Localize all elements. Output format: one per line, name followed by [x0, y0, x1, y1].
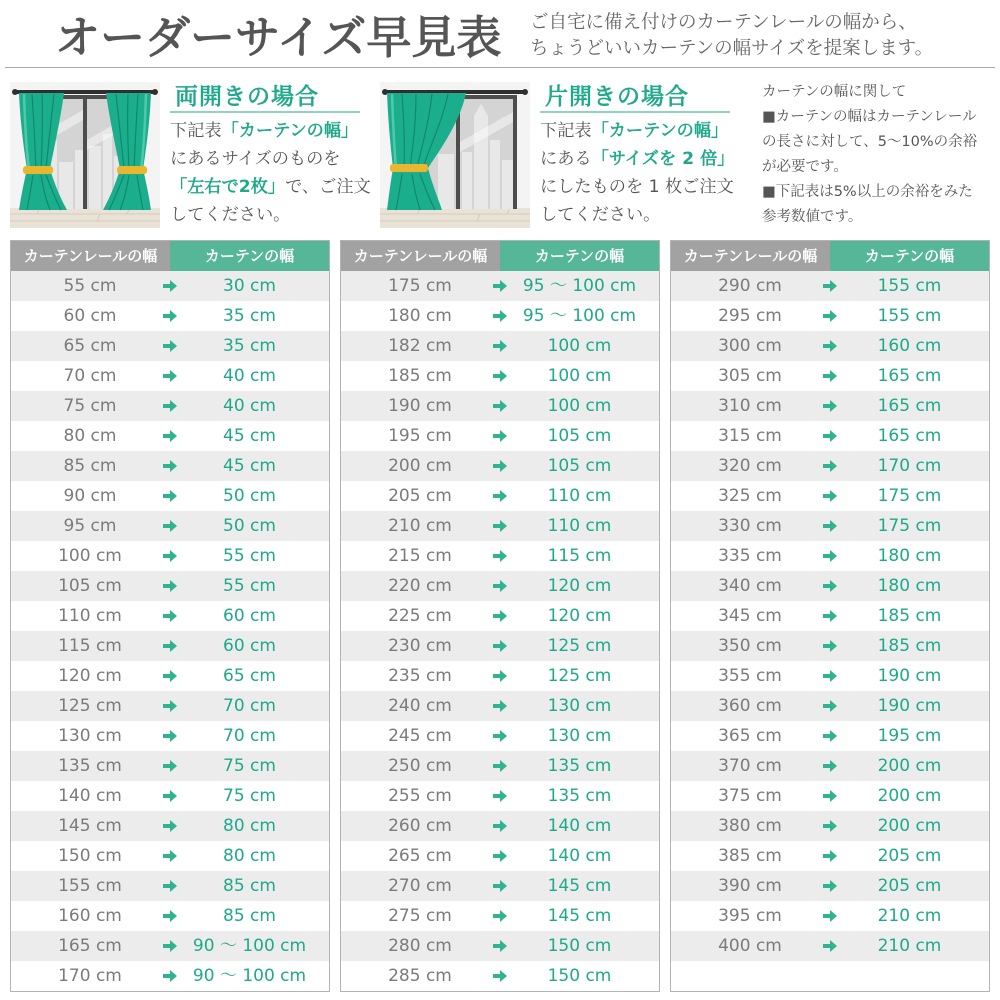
table-row	[11, 901, 329, 931]
notes-line: 参考数値です。	[762, 209, 863, 225]
table-row	[341, 301, 659, 331]
size-table-2	[340, 240, 660, 992]
table-row	[671, 481, 989, 511]
single-open-instructions	[540, 117, 734, 229]
table-row	[341, 841, 659, 871]
rail-width-value: 265 cm	[388, 846, 452, 866]
curtain-width-value: 90 ～ 100 cm	[192, 936, 307, 956]
table-row	[341, 751, 659, 781]
table-row	[671, 841, 989, 871]
rail-width-value: 400 cm	[718, 936, 782, 956]
curtain-width-value: 195 cm	[877, 726, 942, 746]
rail-width-value: 210 cm	[388, 516, 452, 536]
table-row	[11, 331, 329, 361]
rail-width-value: 295 cm	[718, 306, 782, 326]
notes-line: ■下記表は5%以上の余裕をみた	[762, 184, 973, 200]
rail-width-value: 325 cm	[718, 486, 782, 506]
rail-width-value: 220 cm	[388, 576, 452, 596]
table-row	[671, 631, 989, 661]
table-header	[11, 241, 329, 271]
size-table-3	[670, 240, 990, 992]
table-row	[671, 421, 989, 451]
rail-width-value: 270 cm	[388, 876, 452, 896]
curtain-width-value: 190 cm	[877, 666, 942, 686]
rail-width-value: 80 cm	[63, 426, 117, 446]
curtain-width-value: 180 cm	[877, 576, 942, 596]
rail-width-value: 335 cm	[718, 546, 782, 566]
table-row	[11, 691, 329, 721]
curtain-width-value: 130 cm	[547, 696, 612, 716]
curtain-width-value: 80 cm	[223, 846, 276, 866]
page-subtitle	[530, 10, 933, 62]
table-row	[11, 961, 329, 991]
curtain-width-value: 180 cm	[877, 546, 942, 566]
rail-width-value: 170 cm	[58, 966, 122, 986]
rail-width-value: 185 cm	[388, 366, 452, 386]
table-header	[671, 241, 989, 271]
table-row	[11, 811, 329, 841]
table-row	[341, 811, 659, 841]
curtain-width-value: 100 cm	[547, 396, 612, 416]
table-row	[671, 301, 989, 331]
rail-width-value: 245 cm	[388, 726, 452, 746]
curtain-width-header: カーテンの幅	[830, 241, 989, 271]
table-row	[11, 541, 329, 571]
table-row	[671, 391, 989, 421]
rail-width-value: 355 cm	[718, 666, 782, 686]
rail-width-value: 235 cm	[388, 666, 452, 686]
table-row	[341, 361, 659, 391]
table-row	[671, 331, 989, 361]
instruction-line	[170, 173, 371, 201]
single-curtain-svg	[380, 82, 530, 228]
curtain-width-value: 125 cm	[547, 636, 612, 656]
table-row	[671, 931, 989, 961]
double-curtain-illustration	[10, 82, 160, 228]
curtain-width-value: 200 cm	[877, 786, 942, 806]
rail-width-value: 145 cm	[58, 816, 122, 836]
table-row	[341, 961, 659, 991]
instruction-highlight: 「サイズを 2 倍」	[591, 149, 735, 169]
rail-width-value: 182 cm	[388, 336, 452, 356]
curtain-width-value: 60 cm	[223, 606, 276, 626]
curtain-width-value: 165 cm	[877, 366, 942, 386]
page-title: オーダーサイズ早見表	[55, 11, 502, 64]
notes-line: が必要です。	[762, 159, 848, 175]
curtain-width-value: 175 cm	[877, 486, 942, 506]
curtain-width-value: 75 cm	[223, 756, 276, 776]
rail-width-value: 90 cm	[63, 486, 117, 506]
rail-width-value: 250 cm	[388, 756, 452, 776]
table-header	[341, 241, 659, 271]
curtain-width-value: 155 cm	[877, 276, 942, 296]
rail-width-value: 135 cm	[58, 756, 122, 776]
rail-width-value: 115 cm	[58, 636, 122, 656]
rail-width-value: 315 cm	[718, 426, 782, 446]
rail-width-value: 75 cm	[63, 396, 117, 416]
rail-width-value: 70 cm	[63, 366, 117, 386]
rail-width-value: 100 cm	[58, 546, 122, 566]
curtain-width-value: 155 cm	[877, 306, 942, 326]
table-row	[341, 271, 659, 301]
table-row	[671, 451, 989, 481]
curtain-width-value: 45 cm	[223, 426, 276, 446]
rail-width-value: 55 cm	[63, 276, 117, 296]
curtain-width-value: 55 cm	[223, 576, 276, 596]
table-row	[11, 841, 329, 871]
table-row	[11, 571, 329, 601]
rail-width-value: 140 cm	[58, 786, 122, 806]
instruction-line: してください。	[540, 205, 661, 225]
double-open-heading: 両開きの場合	[175, 84, 319, 110]
rail-width-value: 365 cm	[718, 726, 782, 746]
rail-width-value: 280 cm	[388, 936, 452, 956]
rail-width-value: 380 cm	[718, 816, 782, 836]
curtain-width-value: 165 cm	[877, 396, 942, 416]
curtain-width-value: 105 cm	[547, 426, 612, 446]
rail-width-value: 175 cm	[388, 276, 452, 296]
curtain-width-value: 80 cm	[223, 816, 276, 836]
rail-width-value: 390 cm	[718, 876, 782, 896]
single-open-heading: 片開きの場合	[545, 84, 689, 110]
curtain-width-value: 165 cm	[877, 426, 942, 446]
table-body	[11, 271, 329, 991]
rail-width-value: 275 cm	[388, 906, 452, 926]
rail-width-value: 215 cm	[388, 546, 452, 566]
floor	[380, 208, 530, 228]
table-row	[341, 541, 659, 571]
instruction-line: にしたものを 1 枚ご注文	[540, 177, 734, 197]
table-row	[671, 511, 989, 541]
curtain-width-value: 120 cm	[547, 576, 612, 596]
table-row	[11, 661, 329, 691]
curtain-width-value: 205 cm	[877, 846, 942, 866]
curtain-width-value: 45 cm	[223, 456, 276, 476]
curtain-width-value: 125 cm	[547, 666, 612, 686]
curtain-width-value: 40 cm	[223, 366, 276, 386]
table-row	[671, 271, 989, 301]
header-divider	[5, 67, 995, 68]
rail-width-value: 230 cm	[388, 636, 452, 656]
subtitle-line-1: ご自宅に備え付けのカーテンレールの幅から、	[530, 12, 917, 33]
table-row	[11, 781, 329, 811]
curtain-width-value: 70 cm	[223, 726, 276, 746]
table-row	[341, 571, 659, 601]
instruction-text: で、ご注文	[285, 177, 371, 197]
curtain-width-value: 100 cm	[547, 336, 612, 356]
instruction-highlight: 「カーテンの幅」	[221, 121, 359, 141]
table-body	[341, 271, 659, 991]
curtain-width-value: 210 cm	[877, 936, 942, 956]
curtain-width-value: 95 ～ 100 cm	[522, 306, 637, 326]
table-row	[671, 661, 989, 691]
table-row	[341, 721, 659, 751]
table-row	[11, 481, 329, 511]
curtain-width-value: 50 cm	[223, 516, 276, 536]
curtain-width-value: 110 cm	[547, 516, 612, 536]
curtain-width-value: 170 cm	[877, 456, 942, 476]
rail-width-value: 125 cm	[58, 696, 122, 716]
table-row	[341, 391, 659, 421]
table-row	[341, 631, 659, 661]
rail-width-value: 330 cm	[718, 516, 782, 536]
instruction-highlight: 「カーテンの幅」	[591, 121, 729, 141]
rail-width-value: 105 cm	[58, 576, 122, 596]
rail-width-value: 260 cm	[388, 816, 452, 836]
rail-width-value: 150 cm	[58, 846, 122, 866]
rail-width-value: 200 cm	[388, 456, 452, 476]
curtain-width-value: 185 cm	[877, 636, 942, 656]
instruction-line	[540, 145, 734, 173]
table-row	[671, 811, 989, 841]
rail-width-header: カーテンレールの幅	[341, 241, 500, 271]
single-open-underline	[540, 111, 730, 113]
table-row	[671, 571, 989, 601]
curtain-width-value: 65 cm	[223, 666, 276, 686]
table-row	[341, 691, 659, 721]
rail-width-value: 350 cm	[718, 636, 782, 656]
rail-width-value: 240 cm	[388, 696, 452, 716]
instruction-line: してください。	[170, 205, 291, 225]
curtain-width-value: 145 cm	[547, 876, 612, 896]
rail-width-value: 195 cm	[388, 426, 452, 446]
table-body	[671, 271, 989, 961]
table-row	[341, 331, 659, 361]
rail-width-header: カーテンレールの幅	[11, 241, 170, 271]
table-row	[671, 751, 989, 781]
table-row	[11, 721, 329, 751]
curtain-width-value: 60 cm	[223, 636, 276, 656]
rail-width-value: 290 cm	[718, 276, 782, 296]
table-row	[11, 361, 329, 391]
rail-width-value: 310 cm	[718, 396, 782, 416]
curtain-width-value: 75 cm	[223, 786, 276, 806]
double-open-underline	[170, 111, 360, 113]
table-row	[11, 301, 329, 331]
curtain-width-value: 140 cm	[547, 846, 612, 866]
subtitle-line-2: ちょうどいいカーテンの幅サイズを提案します。	[530, 38, 934, 59]
rail-width-value: 120 cm	[58, 666, 122, 686]
rail-width-value: 395 cm	[718, 906, 782, 926]
rail-width-value: 285 cm	[388, 966, 452, 986]
curtain-width-value: 205 cm	[877, 876, 942, 896]
table-row	[671, 721, 989, 751]
rail-width-value: 225 cm	[388, 606, 452, 626]
curtain-width-value: 200 cm	[877, 756, 942, 776]
curtain-width-header: カーテンの幅	[170, 241, 329, 271]
curtain-width-value: 95 ～ 100 cm	[522, 276, 637, 296]
floor	[10, 208, 160, 228]
curtain-width-value: 100 cm	[547, 366, 612, 386]
curtain-width-value: 115 cm	[547, 546, 612, 566]
double-curtain-svg	[10, 82, 160, 228]
curtain-width-value: 190 cm	[877, 696, 942, 716]
rail-width-value: 320 cm	[718, 456, 782, 476]
curtain-width-value: 120 cm	[547, 606, 612, 626]
table-row	[341, 481, 659, 511]
table-row	[671, 691, 989, 721]
rail-width-value: 60 cm	[63, 306, 117, 326]
table-row	[341, 601, 659, 631]
table-row	[11, 391, 329, 421]
instruction-line	[540, 117, 734, 145]
notes-line: の長さに対して、5～10%の余裕	[762, 134, 978, 150]
curtain-width-value: 40 cm	[223, 396, 276, 416]
table-row	[341, 931, 659, 961]
curtain-width-value: 135 cm	[547, 786, 612, 806]
width-notes	[762, 80, 977, 230]
rail-width-value: 375 cm	[718, 786, 782, 806]
curtain-width-value: 85 cm	[223, 906, 276, 926]
table-row	[671, 901, 989, 931]
instruction-text: 下記表	[170, 121, 222, 141]
curtain-width-value: 200 cm	[877, 816, 942, 836]
table-row	[341, 871, 659, 901]
rail-width-value: 65 cm	[63, 336, 117, 356]
curtain-width-value: 50 cm	[223, 486, 276, 506]
curtain-width-value: 90 ～ 100 cm	[192, 966, 307, 986]
curtain-width-value: 140 cm	[547, 816, 612, 836]
rail-width-value: 165 cm	[58, 936, 122, 956]
table-row	[671, 871, 989, 901]
rail-width-value: 340 cm	[718, 576, 782, 596]
rail-width-value: 155 cm	[58, 876, 122, 896]
curtain-width-value: 145 cm	[547, 906, 612, 926]
rail-width-value: 130 cm	[58, 726, 122, 746]
table-row	[11, 271, 329, 301]
rail-width-value: 160 cm	[58, 906, 122, 926]
table-row	[341, 661, 659, 691]
rail-width-value: 360 cm	[718, 696, 782, 716]
rail-width-value: 180 cm	[388, 306, 452, 326]
curtain-width-value: 70 cm	[223, 696, 276, 716]
rail-width-value: 305 cm	[718, 366, 782, 386]
rail-width-value: 110 cm	[58, 606, 122, 626]
rail-width-value: 345 cm	[718, 606, 782, 626]
curtain-width-value: 175 cm	[877, 516, 942, 536]
rail-width-value: 205 cm	[388, 486, 452, 506]
table-row	[341, 901, 659, 931]
table-row	[11, 511, 329, 541]
rail-width-value: 95 cm	[63, 516, 117, 536]
single-curtain-illustration	[380, 82, 530, 228]
curtain-width-value: 150 cm	[547, 936, 612, 956]
curtain-width-value: 105 cm	[547, 456, 612, 476]
table-row	[11, 931, 329, 961]
curtain-width-value: 35 cm	[223, 336, 276, 356]
table-row	[671, 541, 989, 571]
curtain-width-value: 135 cm	[547, 756, 612, 776]
curtain-width-value: 185 cm	[877, 606, 942, 626]
instruction-line	[170, 117, 371, 145]
table-row	[671, 781, 989, 811]
rail-width-value: 255 cm	[388, 786, 452, 806]
double-open-instructions	[170, 117, 371, 229]
rail-width-header: カーテンレールの幅	[671, 241, 830, 271]
size-table-1	[10, 240, 330, 992]
instruction-highlight: 「左右で2枚」	[170, 177, 286, 197]
notes-line: ■カーテンの幅はカーテンレール	[762, 109, 977, 125]
curtain-width-value: 210 cm	[877, 906, 942, 926]
curtain-width-value: 85 cm	[223, 876, 276, 896]
curtain-width-header: カーテンの幅	[500, 241, 659, 271]
table-row	[11, 421, 329, 451]
curtain-width-value: 35 cm	[223, 306, 276, 326]
rail-width-value: 85 cm	[63, 456, 117, 476]
table-row	[341, 421, 659, 451]
table-row	[341, 511, 659, 541]
curtain-width-value: 55 cm	[223, 546, 276, 566]
instruction-line: にあるサイズのものを	[170, 149, 341, 169]
curtain-width-value: 110 cm	[547, 486, 612, 506]
table-row	[11, 631, 329, 661]
curtain-width-value: 150 cm	[547, 966, 612, 986]
table-row	[11, 871, 329, 901]
curtain-width-value: 160 cm	[877, 336, 942, 356]
notes-heading: カーテンの幅に関して	[762, 84, 907, 100]
rail-width-value: 190 cm	[388, 396, 452, 416]
rail-width-value: 300 cm	[718, 336, 782, 356]
table-row	[11, 451, 329, 481]
table-row	[671, 361, 989, 391]
rail-width-value: 370 cm	[718, 756, 782, 776]
instruction-text: にある	[540, 149, 592, 169]
table-row	[341, 781, 659, 811]
table-row	[11, 601, 329, 631]
table-row	[11, 751, 329, 781]
curtain-width-value: 30 cm	[223, 276, 276, 296]
instruction-text: 下記表	[540, 121, 592, 141]
rail-width-value: 385 cm	[718, 846, 782, 866]
curtain-width-value: 130 cm	[547, 726, 612, 746]
table-row	[671, 601, 989, 631]
table-row	[341, 451, 659, 481]
